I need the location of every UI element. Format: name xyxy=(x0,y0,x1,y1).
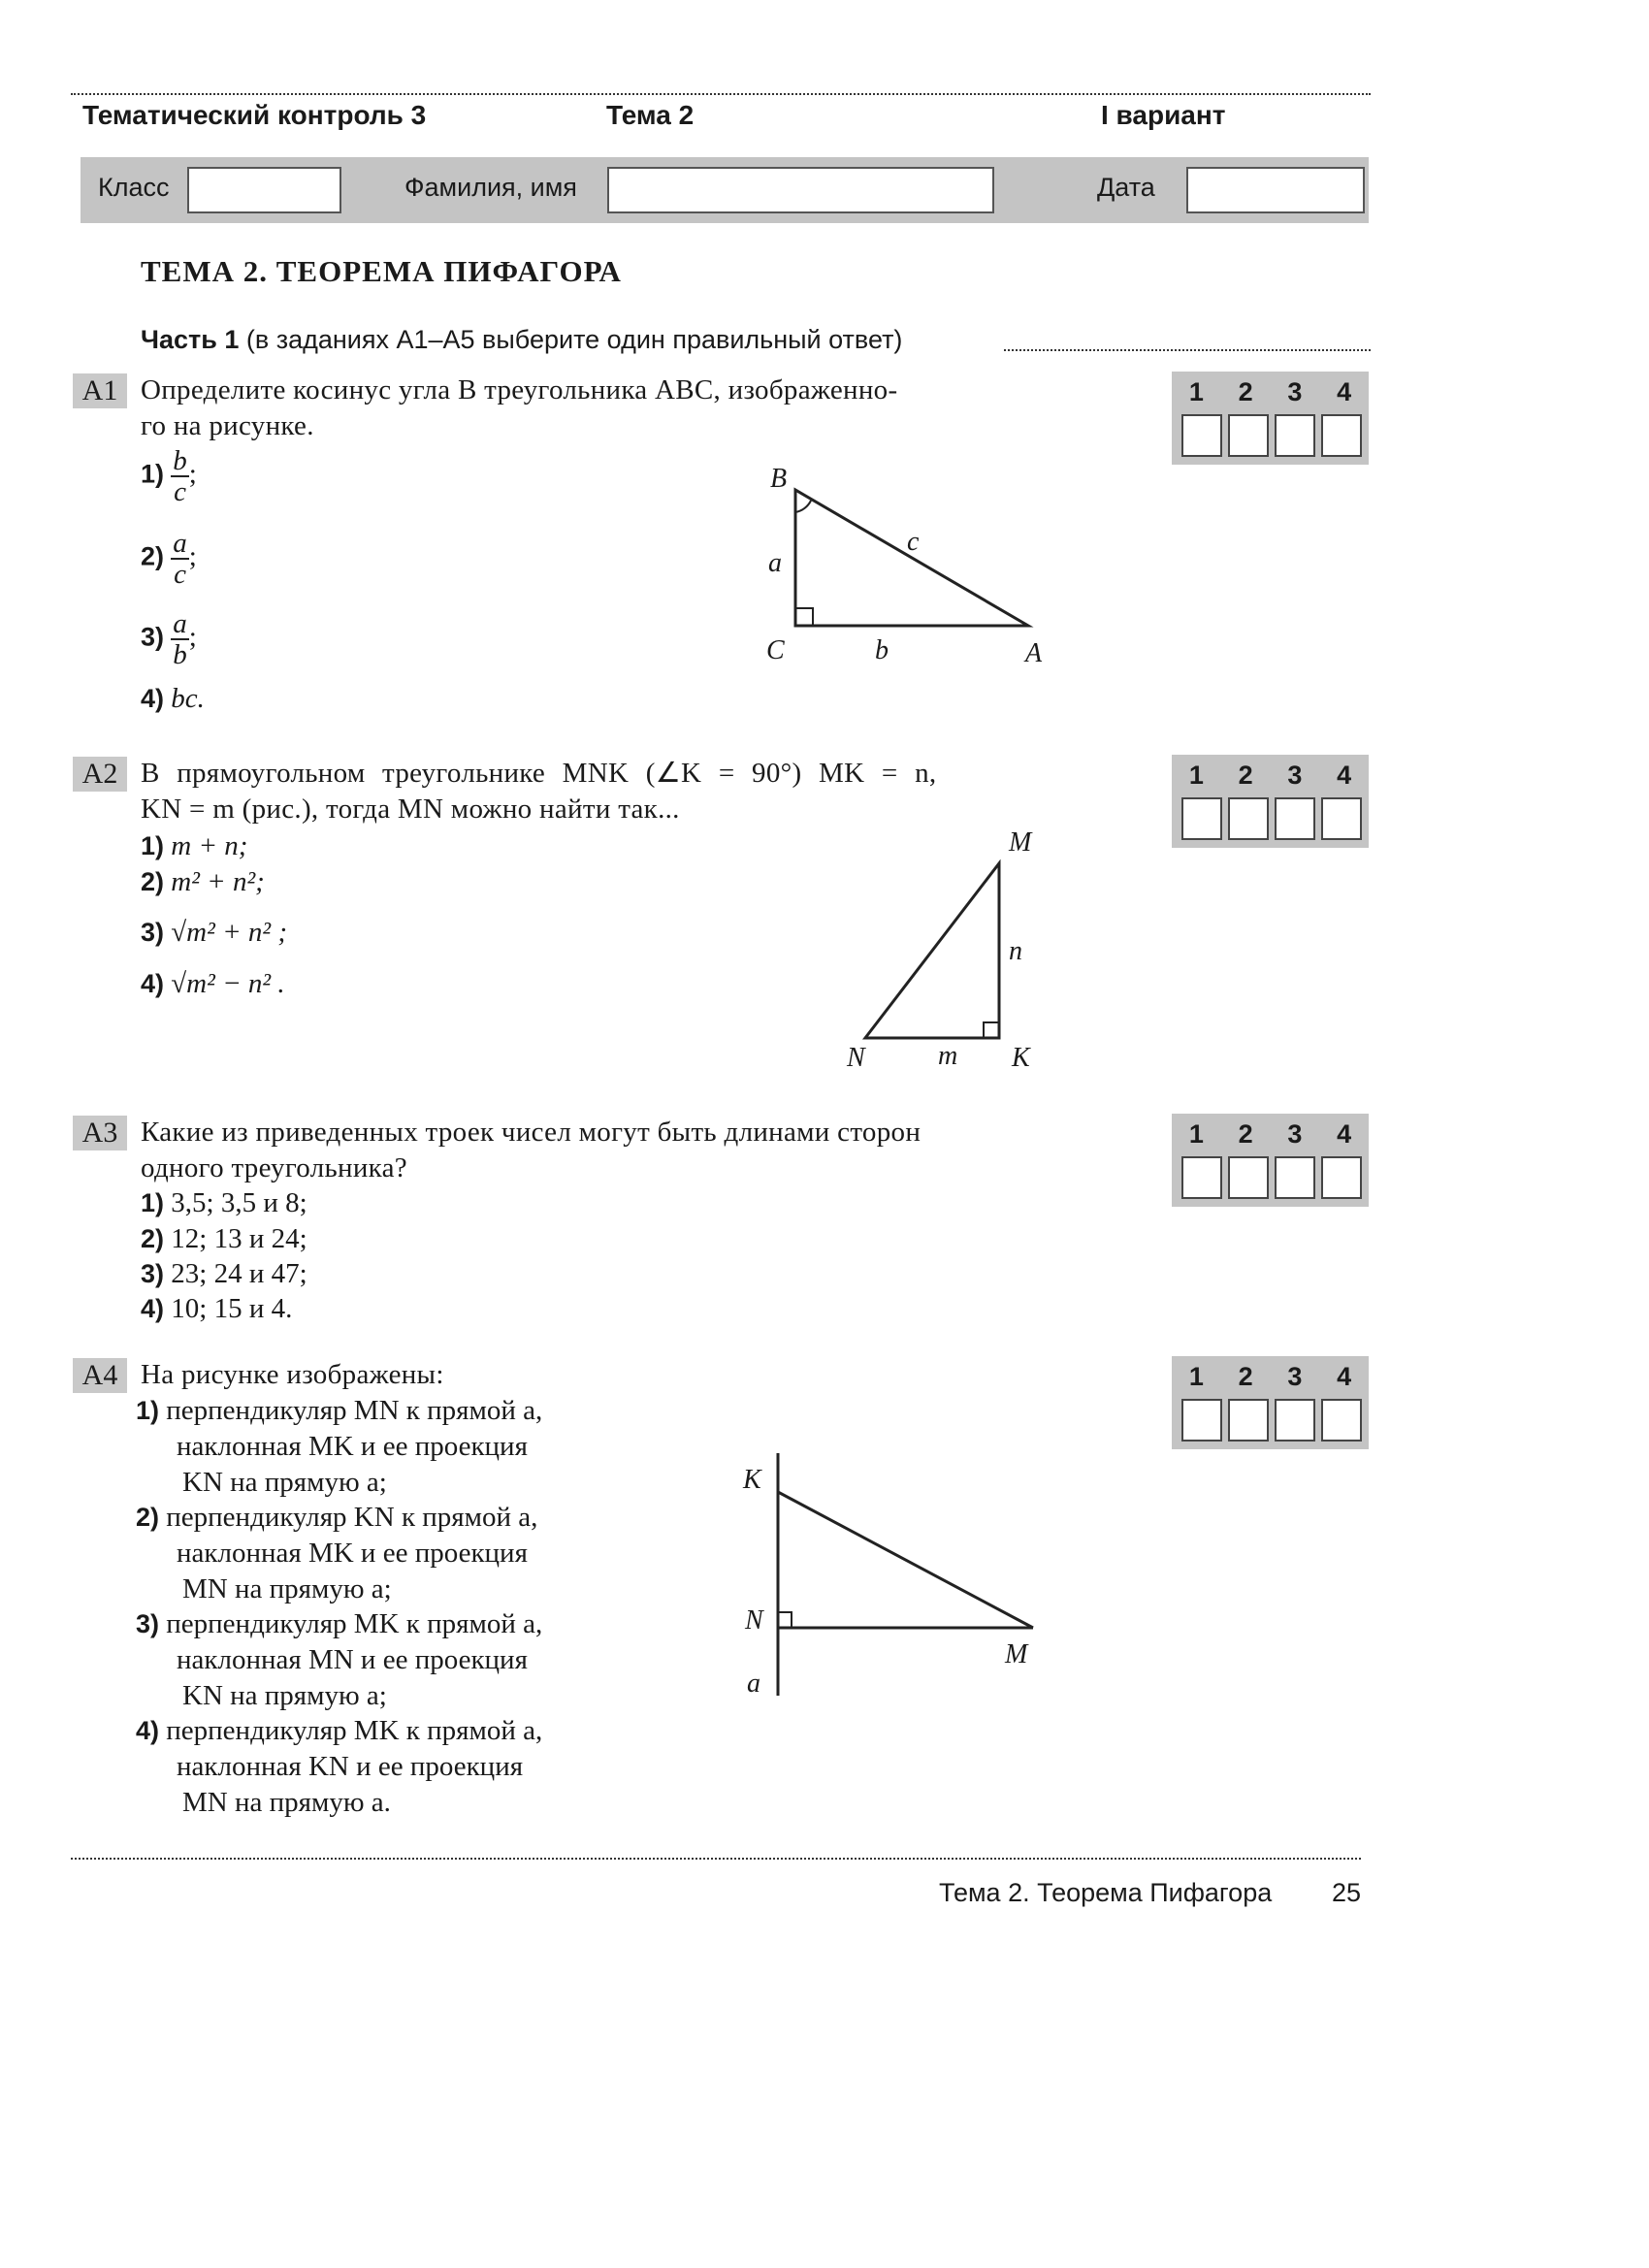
page-title: ТЕМА 2. ТЕОРЕМА ПИФАГОРА xyxy=(141,254,622,288)
header-center: Тема 2 xyxy=(606,100,695,130)
footer-page-number: 25 xyxy=(1332,1878,1362,1907)
a3-question-line1: Какие из приведенных троек чисел могут быть длинами сторон xyxy=(141,1117,922,1148)
question-tag-a3: А3 xyxy=(73,1116,127,1150)
part-dotted-rule xyxy=(1004,349,1371,351)
class-field[interactable] xyxy=(187,167,341,213)
a4-answer-cell-4[interactable] xyxy=(1321,1399,1362,1442)
a2-triangle-figure xyxy=(854,854,1028,1048)
a3-answer-cell-4[interactable] xyxy=(1321,1156,1362,1199)
a1-label-b: b xyxy=(875,635,889,665)
a1-label-C: C xyxy=(766,635,785,665)
name-field[interactable] xyxy=(607,167,994,213)
a2-label-N: N xyxy=(847,1043,865,1073)
a4-answer-cell-2[interactable] xyxy=(1228,1399,1269,1442)
a2-answer-cell-1[interactable] xyxy=(1181,797,1222,840)
a4-option-3[interactable]: 3) перпендикуляр MK к прямой a, наклонная MN и ее проекция KN на прямую a; xyxy=(136,1608,543,1711)
a4-question-line1: На рисунке изображены: xyxy=(141,1359,444,1390)
a1-answer-cell-2[interactable] xyxy=(1228,414,1269,457)
a1-option-1[interactable]: 1) $\frac{b}{c}$ ; xyxy=(141,445,197,507)
a1-answer-cell-3[interactable] xyxy=(1275,414,1315,457)
a4-perpendicular-figure xyxy=(757,1445,1048,1707)
a2-option-3[interactable]: 3) √m² + n² ; xyxy=(141,917,287,948)
a2-answer-box: 1 2 3 4 xyxy=(1172,755,1369,848)
a2-label-n: n xyxy=(1009,936,1022,966)
part-bold: Часть 1 xyxy=(141,325,240,354)
date-label: Дата xyxy=(1097,173,1155,202)
a1-option-4[interactable]: 4) bc. xyxy=(141,683,205,714)
a1-option-2[interactable]: 2) $\frac{a}{c}$ ; xyxy=(141,528,197,590)
a3-question-line2: одного треугольника? xyxy=(141,1152,407,1183)
a3-answer-cell-1[interactable] xyxy=(1181,1156,1222,1199)
header-right: I вариант xyxy=(1101,100,1226,130)
a3-option-4[interactable]: 4) 10; 15 и 4. xyxy=(141,1293,293,1324)
a3-answer-box: 1 2 3 4 xyxy=(1172,1114,1369,1207)
date-field[interactable] xyxy=(1186,167,1365,213)
a2-answer-cell-2[interactable] xyxy=(1228,797,1269,840)
a2-label-m: m xyxy=(938,1041,958,1071)
a2-answer-cell-3[interactable] xyxy=(1275,797,1315,840)
part-heading xyxy=(141,325,902,355)
a2-question-line1: В прямоугольном треугольнике MNK (∠K = 90°) MK = n, xyxy=(141,758,937,789)
a2-option-1[interactable]: 1) m + n; xyxy=(141,830,248,861)
a1-triangle-figure xyxy=(757,475,1067,669)
a4-label-K: K xyxy=(743,1465,761,1495)
top-rule xyxy=(71,93,1371,95)
a2-answer-cell-4[interactable] xyxy=(1321,797,1362,840)
class-label: Класс xyxy=(98,173,170,202)
a3-answer-cell-3[interactable] xyxy=(1275,1156,1315,1199)
name-label: Фамилия, имя xyxy=(404,173,577,202)
a2-option-2[interactable]: 2) m² + n²; xyxy=(141,866,265,897)
bottom-rule xyxy=(71,1858,1361,1860)
footer-topic: Тема 2. Теорема Пифагора xyxy=(939,1878,1273,1907)
a1-question-line2: го на рисунке. xyxy=(141,410,314,441)
question-tag-a2: А2 xyxy=(73,757,127,792)
a1-label-a: a xyxy=(768,548,782,578)
a4-label-N: N xyxy=(745,1605,763,1636)
a1-label-B: B xyxy=(770,464,788,494)
a1-answer-cell-1[interactable] xyxy=(1181,414,1222,457)
a2-question-line2: KN = m (рис.), тогда MN можно найти так... xyxy=(141,794,680,825)
a3-answer-cell-2[interactable] xyxy=(1228,1156,1269,1199)
a3-option-3[interactable]: 3) 23; 24 и 47; xyxy=(141,1258,307,1289)
a1-label-c: c xyxy=(907,527,920,557)
a4-answer-cell-3[interactable] xyxy=(1275,1399,1315,1442)
a4-option-2[interactable]: 2) перпендикуляр KN к прямой a, наклонная MK и ее проекция MN на прямую a; xyxy=(136,1502,538,1604)
question-tag-a1: А1 xyxy=(73,373,127,408)
a2-label-M: M xyxy=(1009,827,1032,858)
a4-answer-cell-1[interactable] xyxy=(1181,1399,1222,1442)
header-left: Тематический контроль 3 xyxy=(82,100,427,130)
a3-option-1[interactable]: 1) 3,5; 3,5 и 8; xyxy=(141,1187,307,1218)
a1-label-A: A xyxy=(1025,638,1043,668)
a4-label-M: M xyxy=(1005,1639,1028,1669)
a2-label-K: K xyxy=(1012,1043,1030,1073)
a4-option-1[interactable]: 1) перпендикуляр MN к прямой a, наклонная MK и ее проекция KN на прямую a; xyxy=(136,1395,543,1498)
a4-answer-box: 1 2 3 4 xyxy=(1172,1356,1369,1449)
question-tag-a4: А4 xyxy=(73,1358,127,1393)
a1-option-3[interactable]: 3) $\frac{a}{b}$ ; xyxy=(141,608,197,670)
student-info-band xyxy=(81,157,1369,223)
a1-answer-cell-4[interactable] xyxy=(1321,414,1362,457)
a4-option-4[interactable]: 4) перпендикуляр MK к прямой a, наклонная KN и ее проекция MN на прямую a. xyxy=(136,1715,543,1818)
part-text: (в заданиях А1–А5 выберите один правильный ответ) xyxy=(245,325,903,354)
a1-question-line1: Определите косинус угла B треугольника ABC, изображенно- xyxy=(141,374,898,405)
a2-option-4[interactable]: 4) √m² − n² . xyxy=(141,968,285,999)
a4-label-a: a xyxy=(747,1669,760,1699)
a1-answer-box: 1 2 3 4 xyxy=(1172,372,1369,465)
a3-option-2[interactable]: 2) 12; 13 и 24; xyxy=(141,1223,307,1254)
